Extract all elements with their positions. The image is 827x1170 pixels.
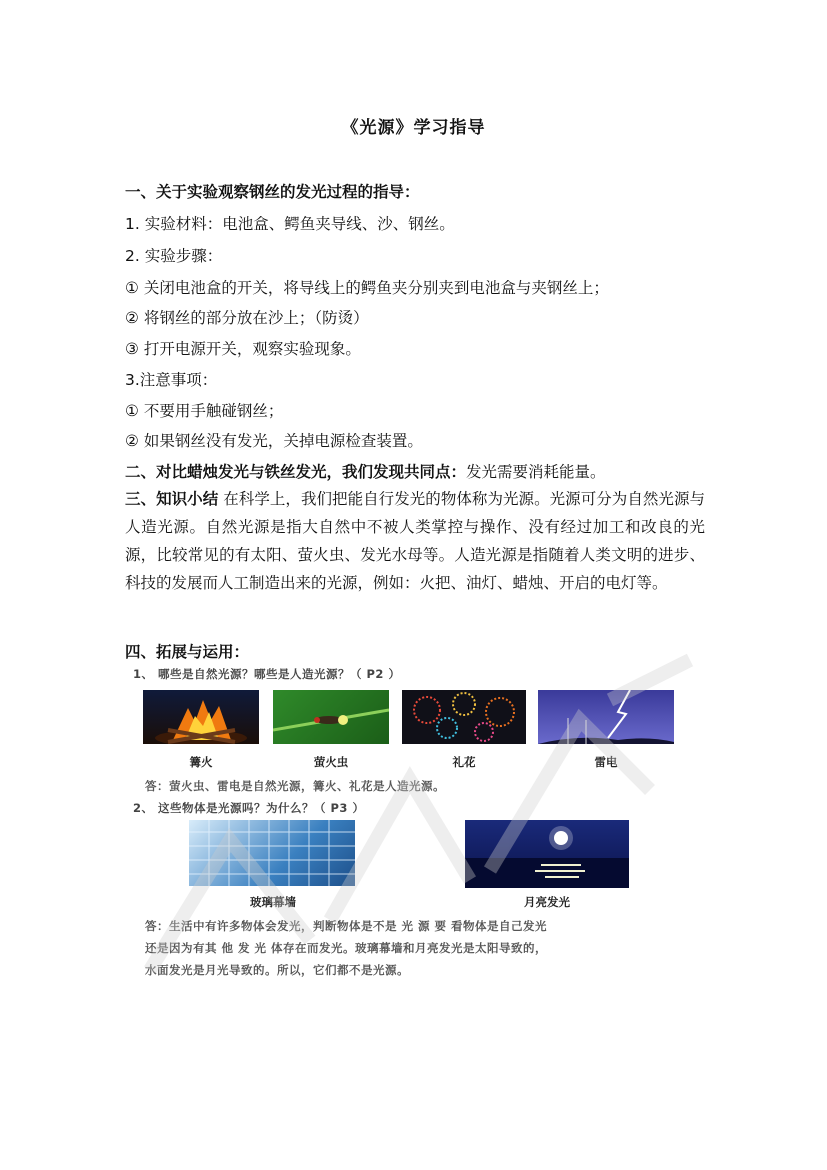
glass-wall-photo: [189, 820, 355, 886]
note-item: ② 如果钢丝没有发光，关掉电源检查装置。: [125, 432, 423, 450]
question-1: 1、 哪些是自然光源？哪些是人造光源？（ P2 ）: [133, 667, 401, 681]
section-3-text: 在科学上，我们把能自行发光的物体称为光源。光源可分为自然光源与人造光源。自然光源是指大自然中不被人类掌控与操作、没有经过加工和改良的光源，比较常见的有太阳、萤火虫、发光水母等。人造光源是指随着人类文明的进步、科技的发展而人工制造出来的光源，例如：火把、油灯、蜡烛、开启的电灯等。: [125, 490, 705, 592]
step-item: ③ 打开电源开关，观察实验现象。: [125, 340, 361, 358]
answer-2-line: 答：生活中有许多物体会发光，判断物体是不是 光 源 要 看物体是自己发光: [145, 919, 548, 933]
materials-text: 实验材料：电池盒、鳄鱼夹导线、沙、钢丝。: [144, 215, 455, 233]
materials-line: [125, 212, 455, 234]
caption-lightning: 雷电: [594, 755, 618, 769]
lightning-photo: [538, 690, 674, 744]
notes-label: 3.注意事项：: [125, 371, 218, 389]
steps-number: 2.: [125, 247, 140, 265]
firefly-photo: [273, 690, 389, 744]
section-3-heading: 三、知识小结: [125, 490, 219, 508]
bonfire-graphic: [143, 690, 259, 744]
note-item: ① 不要用手触碰钢丝；: [125, 402, 284, 420]
fireworks-photo: [402, 690, 526, 744]
section-2-heading: 二、对比蜡烛发光与铁丝发光，我们发现共同点：: [125, 463, 467, 481]
steps-line: [125, 244, 222, 266]
answer-2-line: 水面发光是月光导致的。所以，它们都不是光源。: [145, 963, 409, 977]
exercise-figure: [125, 660, 705, 980]
steps-label: 实验步骤：: [144, 247, 223, 265]
moon-graphic: [465, 820, 629, 888]
caption-bonfire: 篝火: [189, 755, 213, 769]
fireworks-graphic: [402, 690, 526, 744]
section-2-text: 发光需要消耗能量。: [466, 463, 606, 481]
answer-1: 答：萤火虫、雷电是自然光源，篝火、礼花是人造光源。: [145, 779, 445, 793]
section-2: [125, 460, 606, 482]
materials-number: 1.: [125, 215, 140, 233]
caption-fireworks: 礼花: [452, 755, 476, 769]
caption-glass-wall: 玻璃幕墙: [250, 895, 296, 909]
lightning-graphic: [538, 690, 674, 744]
section-3-paragraph: [125, 485, 705, 597]
answer-2-line: 还是因为有其 他 发 光 体存在而发光。玻璃幕墙和月亮发光是太阳导致的，: [145, 941, 548, 955]
caption-moon: 月亮发光: [524, 895, 570, 909]
caption-firefly: 萤火虫: [313, 755, 349, 769]
section-1-heading: 一、关于实验观察钢丝的发光过程的指导：: [125, 183, 420, 201]
page-title: 《光源》学习指导: [341, 118, 486, 138]
glass-wall-graphic: [189, 820, 355, 886]
section-4-heading: 四、拓展与运用：: [125, 643, 250, 661]
step-item: ② 将钢丝的部分放在沙上；（防烫）: [125, 309, 369, 327]
firefly-graphic: [273, 690, 389, 744]
step-item: ① 关闭电池盒的开关，将导线上的鳄鱼夹分别夹到电池盒与夹钢丝上；: [125, 279, 609, 297]
question-2: 2、 这些物体是光源吗？为什么？（ P3 ）: [133, 801, 365, 815]
bonfire-photo: [143, 690, 259, 744]
moon-photo: [465, 820, 629, 888]
